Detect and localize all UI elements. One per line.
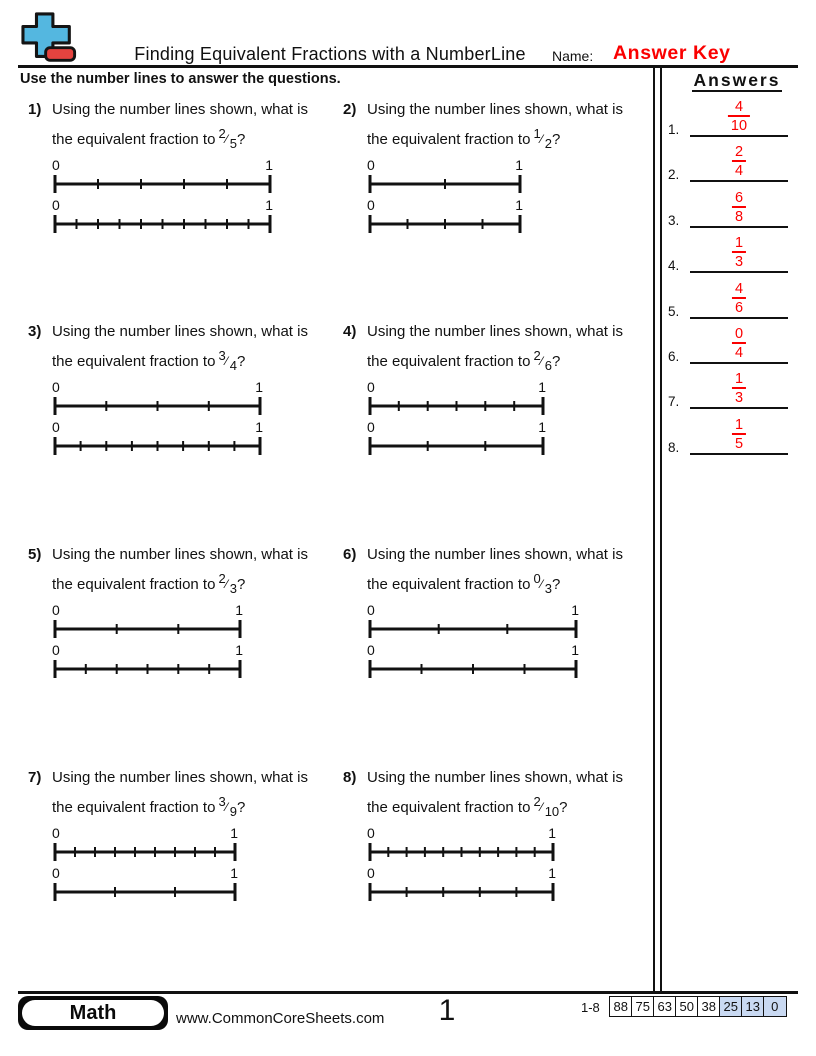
question-text: Using the number lines shown, what is [52, 546, 308, 563]
number-line-svg [52, 395, 263, 417]
number-line-svg [367, 658, 579, 680]
numberline-end-label: 1 [571, 602, 579, 618]
question-block [28, 320, 343, 457]
score-cell: 25 [719, 996, 743, 1017]
question-number: 8) [343, 769, 357, 786]
question-text: Using the number lines shown, what is [52, 323, 308, 340]
fraction-slash: ⁄ [540, 354, 543, 368]
fraction-numerator: 1 [533, 126, 541, 141]
answer-blank-line [690, 363, 788, 409]
numberline-labels [52, 198, 273, 213]
fraction-numerator: 2 [218, 571, 226, 586]
answer-denominator: 3 [732, 251, 746, 270]
number-line-svg [52, 173, 273, 195]
question-block [343, 98, 658, 235]
fraction-denominator: 3 [544, 581, 552, 596]
number-line [52, 881, 308, 903]
numberline-labels [52, 866, 238, 881]
answers-title: Answers [693, 70, 781, 90]
question-number: 5) [28, 546, 42, 563]
answer-numerator: 1 [734, 370, 744, 387]
number-line [367, 435, 623, 457]
fraction-numerator: 0 [533, 571, 541, 586]
number-line [52, 841, 308, 863]
answer-row [668, 275, 788, 319]
question-block [343, 766, 658, 903]
commoncoresheets-logo-icon [21, 12, 79, 68]
number-line-svg [52, 881, 238, 903]
numberline-start-label: 0 [367, 642, 375, 658]
question-number: 4) [343, 323, 357, 340]
question-text: Using the number lines shown, what is [367, 546, 623, 563]
number-line-svg [52, 841, 238, 863]
numberline-end-label: 1 [548, 825, 556, 841]
numberline-end-label: 1 [538, 379, 546, 395]
numberline-labels [367, 198, 523, 213]
answer-number: 5. [668, 304, 680, 319]
numberline-start-label: 0 [367, 865, 375, 881]
answer-blank-line [690, 227, 788, 273]
numberline-labels [367, 643, 579, 658]
number-line [367, 841, 623, 863]
numberline-start-label: 0 [367, 157, 375, 173]
numberline-labels [367, 420, 546, 435]
answer-row [668, 320, 788, 364]
score-cell: 38 [697, 996, 721, 1017]
score-table [609, 996, 787, 1017]
number-line-svg [52, 213, 273, 235]
footer-divider [18, 991, 798, 994]
numberline-labels [52, 158, 273, 173]
numberline-end-label: 1 [255, 379, 263, 395]
website-url: www.CommonCoreSheets.com [176, 1010, 385, 1027]
answer-number: 2. [668, 167, 680, 182]
answer-row [668, 184, 788, 228]
answer-number: 6. [668, 349, 680, 364]
question-number: 1) [28, 101, 42, 118]
question-text: the equivalent fraction to $^2$⁄ $_5$? [52, 126, 246, 151]
score-cell: 50 [675, 996, 699, 1017]
score-cell: 88 [609, 996, 633, 1017]
score-cell: 0 [763, 996, 787, 1017]
numberline-start-label: 0 [52, 865, 60, 881]
answer-number: 4. [668, 258, 680, 273]
numberline-start-label: 0 [367, 379, 375, 395]
answer-key-label: Answer Key [613, 42, 731, 64]
numberline-end-label: 1 [265, 197, 273, 213]
question-text: Using the number lines shown, what is [52, 101, 308, 118]
answer-denominator: 3 [732, 387, 746, 406]
numberline-labels [52, 420, 263, 435]
numberline-start-label: 0 [52, 419, 60, 435]
number-line-svg [367, 841, 556, 863]
number-line [52, 618, 308, 640]
numberline-start-label: 0 [52, 157, 60, 173]
number-line [52, 435, 308, 457]
number-line [52, 173, 308, 195]
fraction-numerator: 2 [218, 126, 226, 141]
number-line [367, 173, 623, 195]
numberline-labels [52, 380, 263, 395]
fraction-slash: ⁄ [225, 354, 228, 368]
answer-blank-line [690, 409, 788, 455]
fraction-denominator: 2 [544, 136, 552, 151]
number-line [367, 658, 623, 680]
number-line [367, 395, 623, 417]
answer-denominator: 4 [732, 160, 746, 179]
answer-blank-line [690, 182, 788, 228]
fraction-slash: ⁄ [225, 800, 228, 814]
answer-blank-line [690, 318, 788, 364]
answer-fraction [732, 326, 746, 361]
subject-badge [18, 996, 168, 1030]
page-title: Finding Equivalent Fractions with a NumberLine [134, 44, 526, 64]
numberline-end-label: 1 [255, 419, 263, 435]
subject-badge-label: Math [22, 1000, 164, 1026]
numberline-end-label: 1 [515, 197, 523, 213]
fraction-denominator: 6 [544, 358, 552, 373]
numberline-end-label: 1 [235, 642, 243, 658]
fraction-denominator: 4 [229, 358, 237, 373]
numberline-end-label: 1 [265, 157, 273, 173]
numberline-start-label: 0 [367, 419, 375, 435]
number-line-svg [367, 213, 523, 235]
answer-row [668, 411, 788, 455]
number-line-svg [367, 435, 546, 457]
answer-fraction [732, 281, 746, 316]
question-number: 6) [343, 546, 357, 563]
numberline-end-label: 1 [230, 825, 238, 841]
fraction-denominator: 3 [229, 581, 237, 596]
question-number: 2) [343, 101, 357, 118]
answer-fraction [732, 235, 746, 270]
question-text: Using the number lines shown, what is [52, 769, 308, 786]
numberline-start-label: 0 [52, 602, 60, 618]
score-cell: 63 [653, 996, 677, 1017]
question-block [28, 543, 343, 680]
fraction-numerator: 2 [533, 348, 541, 363]
answer-number: 3. [668, 213, 680, 228]
numberline-labels [52, 603, 243, 618]
answer-numerator: 1 [734, 234, 744, 251]
numberline-start-label: 0 [52, 642, 60, 658]
answer-numerator: 4 [734, 280, 744, 297]
number-line-svg [367, 618, 579, 640]
fraction-slash: ⁄ [540, 800, 543, 814]
number-line [367, 213, 623, 235]
number-line-svg [52, 618, 243, 640]
numberline-labels [52, 643, 243, 658]
answer-denominator: 4 [732, 342, 746, 361]
answer-row [668, 93, 788, 137]
numberline-end-label: 1 [548, 865, 556, 881]
numberline-start-label: 0 [367, 197, 375, 213]
number-line [367, 618, 623, 640]
fraction-slash: ⁄ [540, 132, 543, 146]
number-line [367, 881, 623, 903]
answer-numerator: 1 [734, 416, 744, 433]
fraction-slash: ⁄ [225, 577, 228, 591]
answer-blank-line [690, 136, 788, 182]
numberline-end-label: 1 [515, 157, 523, 173]
question-block [28, 98, 343, 235]
numberline-start-label: 0 [52, 825, 60, 841]
numberline-end-label: 1 [235, 602, 243, 618]
answer-numerator: 6 [734, 189, 744, 206]
answer-fraction [728, 99, 750, 134]
numberline-labels [52, 826, 238, 841]
header-divider [18, 65, 798, 68]
answer-denominator: 8 [732, 206, 746, 225]
numberline-start-label: 0 [367, 825, 375, 841]
fraction-numerator: 3 [218, 348, 226, 363]
answer-number: 8. [668, 440, 680, 455]
score-cell: 13 [741, 996, 765, 1017]
answer-blank-line [690, 273, 788, 319]
question-block [343, 320, 658, 457]
page-number: 1 [438, 994, 456, 1027]
answer-numerator: 0 [734, 325, 744, 342]
answer-number: 7. [668, 394, 680, 409]
question-text: the equivalent fraction to $^2$⁄ $_6$? [367, 348, 561, 373]
answer-denominator: 10 [728, 115, 750, 134]
score-range-label: 1-8 [581, 1000, 600, 1015]
answer-denominator: 5 [732, 433, 746, 452]
question-text: the equivalent fraction to $^1$⁄ $_2$? [367, 126, 561, 151]
fraction-slash: ⁄ [225, 132, 228, 146]
name-label: Name: [552, 48, 594, 64]
numberline-start-label: 0 [367, 602, 375, 618]
question-text: Using the number lines shown, what is [367, 769, 623, 786]
numberline-labels [367, 826, 556, 841]
instructions-text: Use the number lines to answer the questions. [20, 71, 341, 87]
answer-numerator: 4 [734, 98, 744, 115]
answer-blank-line [690, 91, 788, 137]
question-block [343, 543, 658, 680]
fraction-numerator: 2 [533, 794, 541, 809]
answer-numerator: 2 [734, 143, 744, 160]
question-text: Using the number lines shown, what is [367, 323, 623, 340]
answer-fraction [732, 417, 746, 452]
answer-row [668, 138, 788, 182]
question-text: the equivalent fraction to $^2$⁄ $_{10}$? [367, 794, 568, 819]
fraction-slash: ⁄ [540, 577, 543, 591]
numberline-end-label: 1 [538, 419, 546, 435]
question-text: the equivalent fraction to $^0$⁄ $_3$? [367, 571, 561, 596]
question-text: the equivalent fraction to $^3$⁄ $_4$? [52, 348, 246, 373]
numberline-labels [367, 380, 546, 395]
question-text: the equivalent fraction to $^2$⁄ $_3$? [52, 571, 246, 596]
numberline-end-label: 1 [230, 865, 238, 881]
number-line-svg [367, 395, 546, 417]
numberline-start-label: 0 [52, 197, 60, 213]
fraction-denominator: 10 [544, 804, 560, 819]
question-text: Using the number lines shown, what is [367, 101, 623, 118]
answer-row [668, 365, 788, 409]
fraction-denominator: 9 [229, 804, 237, 819]
question-number: 7) [28, 769, 42, 786]
numberline-end-label: 1 [571, 642, 579, 658]
score-cell: 75 [631, 996, 655, 1017]
number-line [52, 658, 308, 680]
number-line-svg [367, 173, 523, 195]
numberline-start-label: 0 [52, 379, 60, 395]
question-text: the equivalent fraction to $^3$⁄ $_9$? [52, 794, 246, 819]
answer-number: 1. [668, 122, 680, 137]
answer-fraction [732, 190, 746, 225]
question-block [28, 766, 343, 903]
numberline-labels [367, 866, 556, 881]
question-number: 3) [28, 323, 42, 340]
numberline-labels [367, 603, 579, 618]
answer-fraction [732, 144, 746, 179]
fraction-numerator: 3 [218, 794, 226, 809]
numberline-labels [367, 158, 523, 173]
number-line [52, 213, 308, 235]
fraction-denominator: 5 [229, 136, 237, 151]
answer-fraction [732, 371, 746, 406]
answer-denominator: 6 [732, 297, 746, 316]
answer-row [668, 229, 788, 273]
number-line-svg [52, 435, 263, 457]
number-line-svg [367, 881, 556, 903]
number-line [52, 395, 308, 417]
number-line-svg [52, 658, 243, 680]
